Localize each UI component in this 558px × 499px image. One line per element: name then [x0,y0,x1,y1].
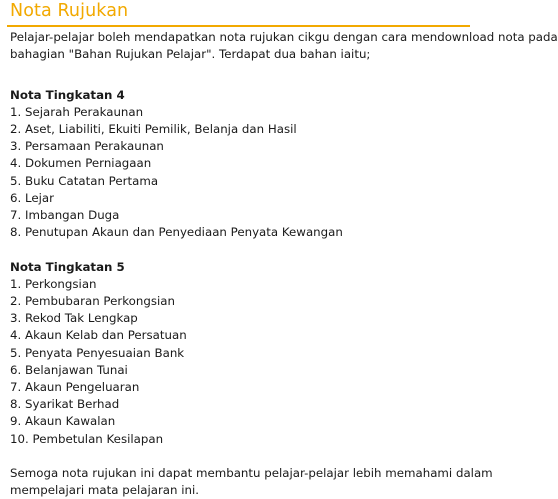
list-tingkatan-4 [10,104,470,242]
list-item: 3. Rekod Tak Lengkap [10,311,138,326]
list-item: 8. Penutupan Akaun dan Penyediaan Penyata Kewangan [10,225,343,240]
list-item: 3. Persamaan Perakaunan [10,139,164,154]
intro-line-1: Pelajar-pelajar boleh mendapatkan nota rujukan cikgu dengan cara mendownload nota pada [10,30,558,44]
list-item: 2. Pembubaran Perkongsian [10,294,175,309]
list-item: 9. Akaun Kawalan [10,414,116,429]
section-heading-tingkatan-4: Nota Tingkatan 4 [10,87,125,102]
post-body [10,29,558,499]
list-item: 4. Dokumen Perniagaan [10,156,152,171]
list-item: 2. Aset, Liabiliti, Ekuiti Pemilik, Belanja dan Hasil [10,122,297,136]
list-item: 10. Pembetulan Kesilapan [10,431,164,446]
closing-paragraph [10,465,493,499]
list-item: 5. Penyata Penyesuaian Bank [10,345,185,360]
list-item: 7. Akaun Pengeluaran [10,380,140,395]
list-item: 7. Imbangan Duga [10,208,120,223]
list-item: 1. Perkongsian [10,276,97,291]
title-divider [7,25,470,27]
list-item: 6. Lejar [10,190,54,205]
list-item: 4. Akaun Kelab dan Persatuan [10,328,187,343]
list-tingkatan-5 [10,276,470,448]
list-item: 1. Sejarah Perakaunan [10,104,144,119]
spacer [10,241,470,258]
intro-paragraph [10,29,558,63]
spacer [10,448,470,465]
section-heading-tingkatan-5: Nota Tingkatan 5 [10,259,125,274]
intro-line-2: bahagian "Bahan Rujukan Pelajar". Terdapat dua bahan iaitu; [10,47,371,62]
post-title: Nota Rujukan [10,1,129,21]
list-item: 5. Buku Catatan Pertama [10,173,159,188]
list-item: 8. Syarikat Berhad [10,397,120,412]
list-item: 6. Belanjawan Tunai [10,362,128,377]
closing-line-1: Semoga nota rujukan ini dapat membantu pelajar-pelajar lebih memahami dalam [10,466,493,481]
closing-line-2: mempelajari mata pelajaran ini. [10,483,200,498]
spacer [10,63,470,80]
